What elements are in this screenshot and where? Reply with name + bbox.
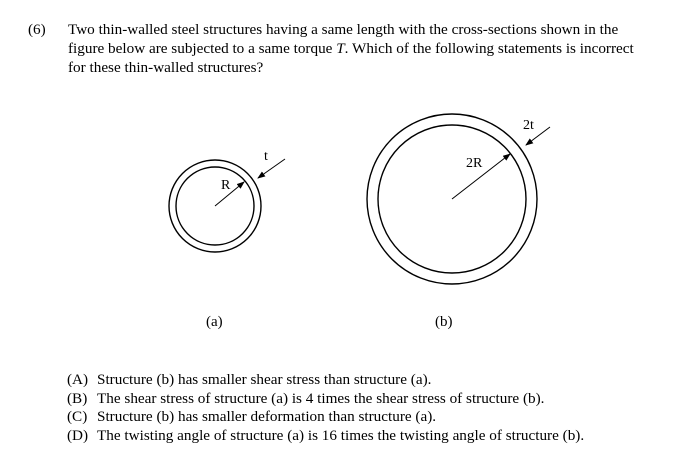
question-line-3: for these thin-walled structures?: [68, 59, 264, 76]
structure-b-thickness-label: 2t: [523, 118, 534, 133]
option-b-letter: (B): [67, 389, 88, 407]
torque-symbol: T: [336, 40, 345, 57]
option-d-letter: (D): [67, 427, 89, 445]
option-d[interactable]: [67, 427, 584, 446]
option-a-text: Structure (b) has smaller shear stress than structure (a).: [97, 371, 432, 388]
option-a[interactable]: [67, 371, 584, 390]
answer-options: [67, 371, 584, 446]
structure-a-radius-label: R: [221, 178, 231, 193]
question-number: (6): [28, 21, 46, 38]
option-c[interactable]: [67, 408, 584, 427]
option-a-letter: (A): [67, 371, 89, 388]
structure-a-thickness-arrow: [258, 159, 285, 178]
structure-b-caption: (b): [435, 314, 453, 330]
structure-a-thickness-label: t: [264, 149, 268, 164]
question-line-1: Two thin-walled steel structures having a same length with the cross-sections shown in the: [68, 21, 619, 38]
structure-a-caption: (a): [206, 314, 223, 330]
option-c-text: Structure (b) has smaller deformation than structure (a).: [97, 408, 437, 426]
option-b[interactable]: [67, 390, 584, 409]
structure-a-cross-section: [169, 149, 285, 252]
structure-b-radius-label: 2R: [466, 156, 483, 171]
option-b-text: The shear stress of structure (a) is 4 times the shear stress of structure (b).: [97, 389, 545, 407]
question-line-2-start: figure below are subjected to a same torque: [68, 40, 337, 57]
option-d-text: The twisting angle of structure (a) is 16 times the twisting angle of structure (b).: [97, 427, 585, 445]
option-c-letter: (C): [67, 408, 88, 426]
question-line-2-end: . Which of the following statements is incorrect: [344, 40, 634, 57]
structure-b-cross-section: [367, 114, 550, 284]
